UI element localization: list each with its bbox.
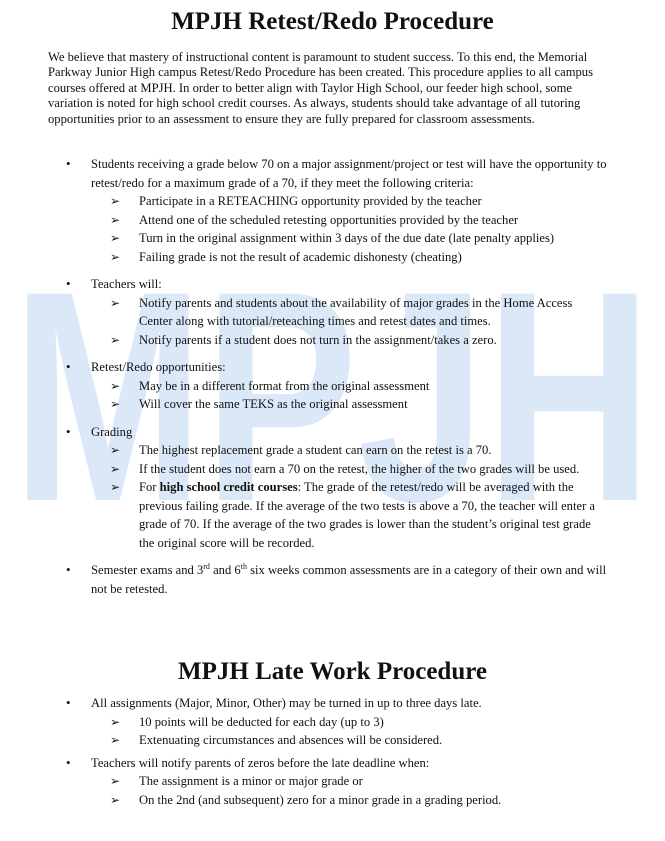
sub-item: [0, 229, 609, 248]
sub-item-high-school: [0, 478, 609, 552]
watermark-text: MPJH: [12, 268, 652, 528]
bullet-icon: •: [66, 276, 71, 291]
sub-item-text: Turn in the original assignment within 3 days of the due date (late penalty applies): [139, 231, 555, 245]
arrow-icon: ➢: [110, 295, 121, 310]
arrow-icon: ➢: [110, 231, 121, 245]
sub-item: [0, 395, 609, 414]
late-work-list: [0, 694, 665, 809]
semester-text-1: Semester exams and 3: [91, 563, 204, 577]
list-item-grading: [0, 423, 611, 442]
sub-item-text: Will cover the same TEKS as the original assessment: [139, 397, 408, 411]
sub-item: [0, 791, 609, 810]
sub-item: [0, 441, 609, 460]
sub-item-text: Notify parents and students about the availability of major grades in the Home Access Center along with tutorial/reteaching times and retest dates and times.: [139, 295, 573, 328]
list-item-opportunities: [0, 358, 611, 377]
retest-title: MPJH Retest/Redo Procedure: [171, 8, 494, 35]
sub-item-text: 10 points will be deducted for each day (up to 3): [139, 714, 384, 729]
semester-text-2: and 6: [209, 563, 241, 577]
sub-item-text: If the student does not earn a 70 on the retest, the higher of the two grades will be used.: [139, 461, 580, 476]
sub-item-text: Notify parents if a student does not turn in the assignment/takes a zero.: [139, 332, 497, 347]
sub-item: [0, 294, 609, 331]
arrow-icon: ➢: [110, 212, 121, 227]
list-item-notify-zeros: [0, 754, 611, 773]
sub-item: [0, 731, 609, 750]
sub-item-text: Extenuating circumstances and absences will be considered.: [139, 733, 443, 747]
bullet-icon: •: [66, 423, 71, 439]
bullet-icon: •: [66, 754, 71, 770]
sub-item-text: Attend one of the scheduled retesting opportunities provided by the teacher: [139, 212, 519, 227]
arrow-icon: ➢: [110, 443, 121, 457]
arrow-icon: ➢: [110, 733, 121, 747]
criteria-text: Students receiving a grade below 70 on a major assignment/project or test will have the opportunity to retest/redo for a maximum grade of a 70, if they meet the following criteria:: [91, 157, 607, 190]
bullet-icon: •: [66, 695, 71, 710]
arrow-icon: ➢: [110, 378, 121, 393]
hs-rest-text: : The grade of the retest/redo will be averaged with the previous failing grade. If the average of the two tests is above a 70, the teacher will enter a grade of 70. If the average of the two grades is lower than the student’s original test grade the original score will be recorded.: [139, 480, 595, 550]
sub-item-text: Participate in a RETEACHING opportunity provided by the teacher: [139, 194, 482, 208]
list-item-teachers: [0, 275, 611, 294]
grading-text: Grading: [91, 424, 133, 439]
sub-item: [0, 377, 609, 396]
sub-item: [0, 772, 609, 791]
superscript-rd: rd: [203, 561, 210, 571]
list-item-semester: [0, 561, 611, 598]
arrow-icon: ➢: [110, 480, 121, 494]
sub-item-text: The assignment is a minor or major grade or: [139, 774, 363, 788]
retest-list: [0, 155, 665, 598]
sub-item-text: The highest replacement grade a student can earn on the retest is a 70.: [139, 443, 492, 457]
opportunities-text: Retest/Redo opportunities:: [91, 360, 226, 374]
list-item-assignments: [0, 694, 611, 713]
arrow-icon: ➢: [110, 792, 121, 807]
hs-prefix: For: [139, 480, 160, 494]
arrow-icon: ➢: [110, 249, 121, 264]
sub-item: [0, 460, 609, 479]
arrow-icon: ➢: [110, 194, 121, 208]
arrow-icon: ➢: [110, 397, 121, 411]
sub-item: [0, 192, 609, 211]
bullet-icon: •: [66, 156, 71, 171]
arrow-icon: ➢: [110, 332, 121, 347]
superscript-th: th: [240, 561, 247, 571]
sub-item-text: On the 2nd (and subsequent) zero for a minor grade in a grading period.: [139, 792, 502, 807]
list-item-criteria: [0, 155, 611, 192]
notify-zeros-text: Teachers will notify parents of zeros before the late deadline when:: [91, 755, 430, 770]
arrow-icon: ➢: [110, 714, 121, 729]
sub-item: [0, 211, 609, 230]
sub-item: [0, 713, 609, 732]
assignments-text: All assignments (Major, Minor, Other) may be turned in up to three days late.: [91, 696, 482, 710]
bullet-icon: •: [66, 359, 71, 374]
sub-item-text: Failing grade is not the result of academic dishonesty (cheating): [139, 249, 462, 264]
arrow-icon: ➢: [110, 461, 121, 476]
semester-text-3: six weeks common assessments are in a category of their own and will not be retested.: [91, 563, 607, 596]
late-work-title: MPJH Late Work Procedure: [178, 658, 487, 685]
sub-item: [0, 248, 609, 267]
sub-item-text: May be in a different format from the original assessment: [139, 378, 430, 393]
teachers-text: Teachers will:: [91, 277, 162, 291]
sub-item: [0, 331, 609, 350]
hs-bold-label: high school credit courses: [159, 480, 298, 494]
intro-paragraph: We believe that mastery of instructional content is paramount to student success. To this end, the Memorial Parkway Junior High campus Retest/Redo Procedure has been created. This procedure applies to all campus courses offered at MPJH. In order to better align with Taylor High School, our feeder high school, some variation is noted for high school credit courses. As always, students should take advantage of all tutoring opportunities prior to an assessment to ensure they are fully prepared for classroom assessments.: [48, 50, 593, 126]
arrow-icon: ➢: [110, 774, 121, 788]
bullet-icon: •: [66, 562, 71, 577]
